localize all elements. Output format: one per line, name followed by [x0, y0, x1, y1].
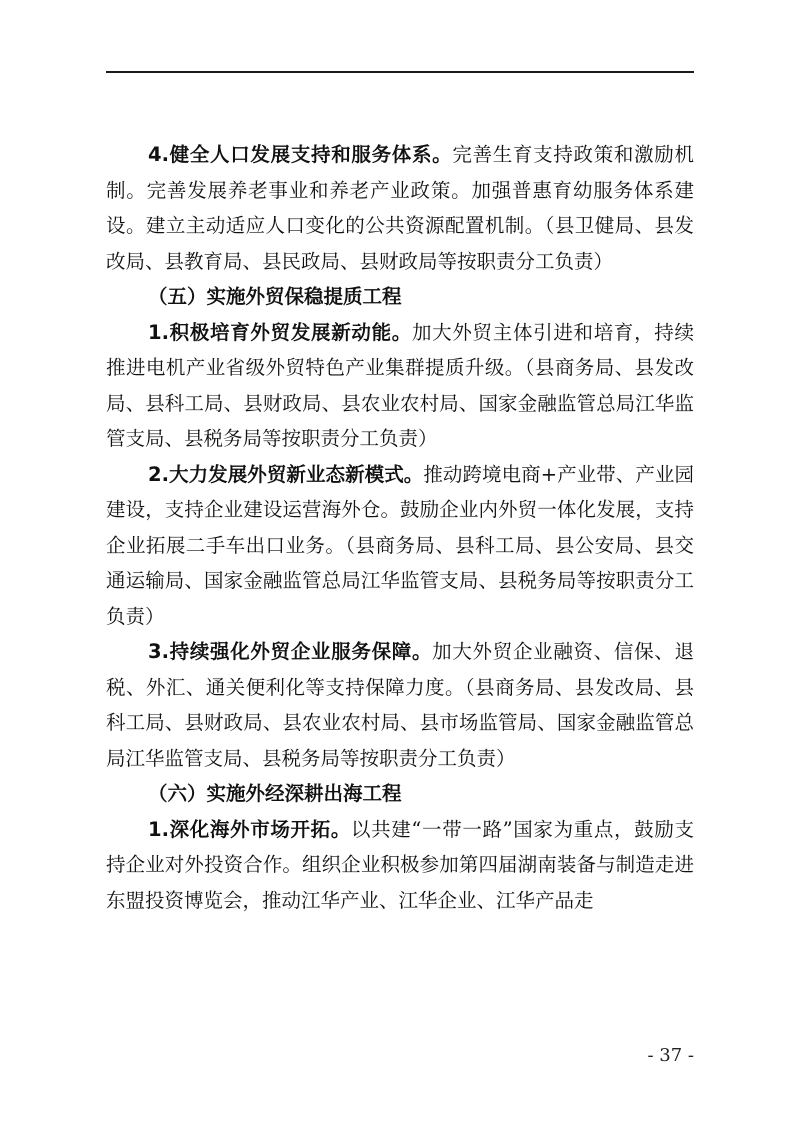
item-body: 推动跨境电商+产业带、产业园建设，支持企业建设运营海外仓。鼓励企业内外贸一体化发展，支持企业拓展二手车出口业务。（县商务局、县科工局、县公安局、县交通运输局、国家金融监管总局江华监管支局、县税务局等按职责分工负责）: [106, 462, 694, 628]
page-number: - 37 -: [647, 1045, 694, 1066]
item-title: 1.积极培育外贸发展新动能。: [148, 320, 412, 344]
item-body: 加大外贸企业融资、信保、退税、外汇、通关便利化等支持保障力度。（县商务局、县发改局、县科工局、县财政局、县农业农村局、县市场监管局、国家金融监管总局江华监管支局、县税务局等按职责分工负责）: [106, 640, 694, 770]
paragraph-population: [106, 137, 694, 279]
item-body: 加大外贸主体引进和培育，持续推进电机产业省级外贸特色产业集群提质升级。（县商务局、县发改局、县科工局、县财政局、县农业农村局、国家金融监管总局江华监管支局、县税务局等按职责分工负责）: [106, 320, 694, 450]
item-title: 4.健全人口发展支持和服务体系。: [148, 143, 453, 166]
section-heading-6: （六）实施外经深耕出海工程: [148, 782, 402, 805]
paragraph-service-guarantee: [106, 634, 694, 776]
item-title: 3.持续强化外贸企业服务保障。: [148, 640, 433, 663]
paragraph-new-business-models: [106, 457, 694, 635]
paragraph-foreign-trade-momentum: [106, 315, 694, 457]
item-title: 1.深化海外市场开拓。: [148, 817, 351, 841]
body-text: [106, 137, 694, 918]
section-heading-5: （五）实施外贸保稳提质工程: [148, 285, 402, 308]
item-body: 完善生育支持政策和激励机制。完善发展养老事业和养老产业政策。加强普惠育幼服务体系建设。建立主动适应人口变化的公共资源配置机制。（县卫健局、县发改局、县教育局、县民政局、县财政局等按职责分工负责）: [106, 143, 694, 273]
item-title: 2.大力发展外贸新业态新模式。: [148, 462, 424, 486]
item-body: 以共建“一带一路”国家为重点，鼓励支持企业对外投资合作。组织企业积极参加第四届湖南装备与制造走进东盟投资博览会，推动江华产业、江华企业、江华产品走: [106, 817, 694, 912]
header-rule: [106, 71, 694, 73]
paragraph-overseas-market: [106, 812, 694, 919]
